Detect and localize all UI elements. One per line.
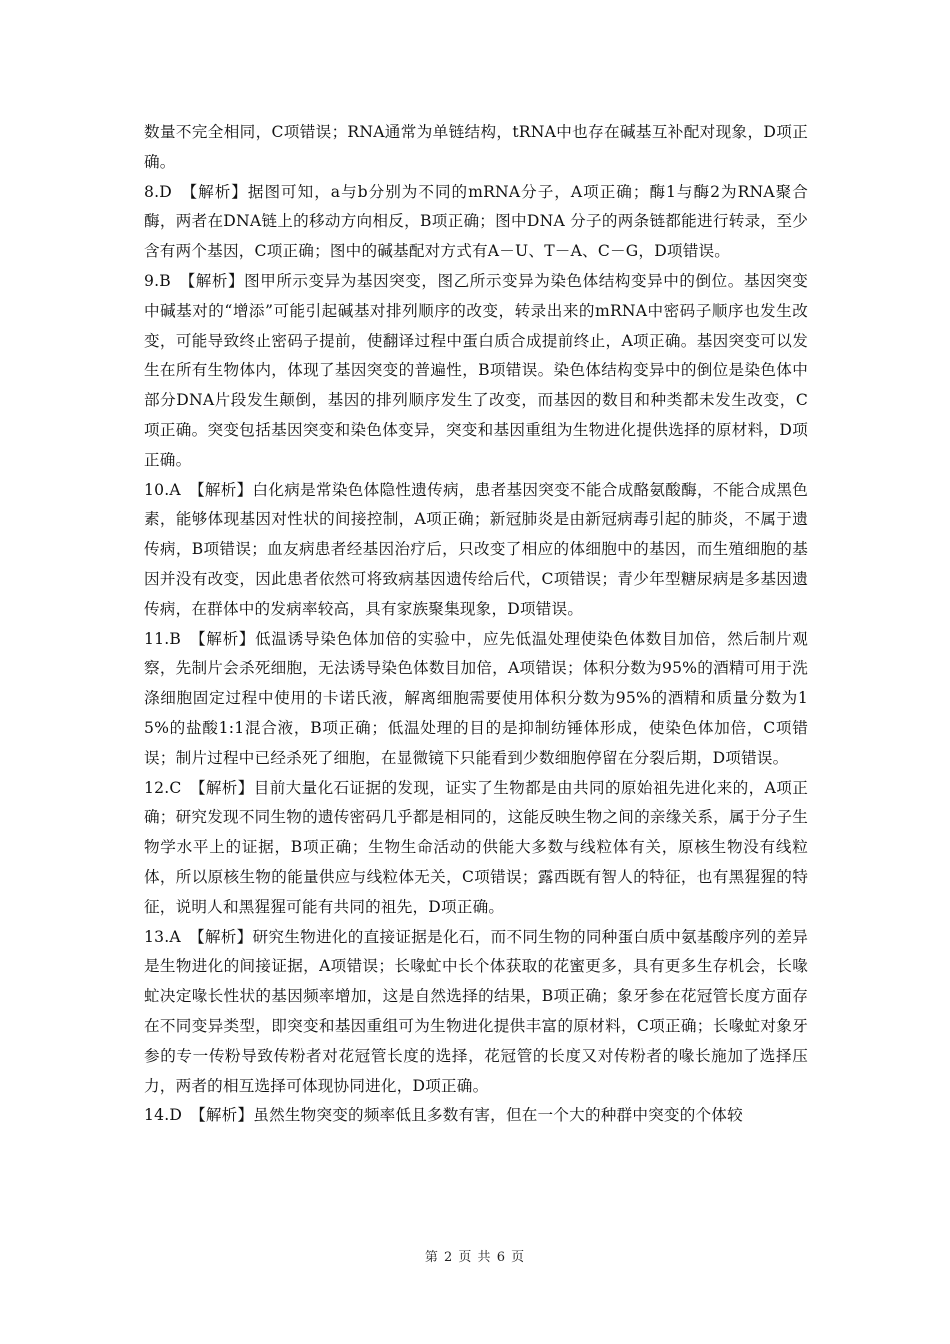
paragraph-q10: 10.A 【解析】白化病是常染色体隐性遗传病，患者基因突变不能合成酪氨酸酶，不能合成黑色素，能够体现基因对性状的间接控制，A项正确；新冠肺炎是由新冠病毒引起的肺炎，不属于遗传病，B项错误；血友病患者经基因治疗后，只改变了相应的体细胞中的基因，而生殖细胞的基因并没有改变，因此患者依然可将致病基因遗传给后代，C项错误；青少年型糖尿病是多基因遗传病，在群体中的发病率较高，具有家族聚集现象，D项错误。 — [144, 480, 808, 618]
paragraph-q9: 9.B 【解析】图甲所示变异为基因突变，图乙所示变异为染色体结构变异中的倒位。基因突变中碱基对的“增添”可能引起碱基对排列顺序的改变，转录出来的mRNA中密码子顺序也发生改变，可能导致终止密码子提前，使翻译过程中蛋白质合成提前终止，A项正确。基因突变可以发生在所有生物体内，体现了基因突变的普遍性，B项错误。染色体结构变异中的倒位是染色体中部分DNA片段发生颠倒，基因的排列顺序发生了改变，而基因的数目和种类都未发生改变，C项正确。突变包括基因突变和染色体变异，突变和基因重组为生物进化提供选择的原材料，D项正确。 — [144, 271, 808, 469]
paragraph-continuation-q7: 数量不完全相同，C项错误；RNA通常为单链结构，tRNA中也存在碱基互补配对现象，D项正确。 — [144, 123, 808, 171]
paragraph-q12: 12.C 【解析】目前大量化石证据的发现，证实了生物都是由共同的原始祖先进化来的，A项正确；研究发现不同生物的遗传密码几乎都是相同的，这能反映生物之间的亲缘关系，属于分子生物学水平上的证据，B项正确；生物生命活动的供能大多数与线粒体有关，原核生物没有线粒体，所以原核生物的能量供应与线粒体无关，C项错误；露西既有智人的特征，也有黑猩猩的特征，说明人和黑猩猩可能有共同的祖先，D项正确。 — [144, 778, 808, 916]
paragraph-q8: 8.D 【解析】据图可知，a与b分别为不同的mRNA分子，A项正确；酶1与酶2为RNA聚合酶，两者在DNA链上的移动方向相反，B项正确；图中DNA 分子的两条链都能进行转录，至少含有两个基因，C项正确；图中的碱基配对方式有A－U、T－A、C－G，D项错误。 — [144, 182, 808, 261]
document-body — [144, 118, 808, 1131]
paragraph-q11: 11.B 【解析】低温诱导染色体加倍的实验中，应先低温处理使染色体数目加倍，然后制片观察，先制片会杀死细胞，无法诱导染色体数目加倍，A项错误；体积分数为95%的酒精可用于洗涤细胞固定过程中使用的卡诺氏液，解离细胞需要使用体积分数为95%的酒精和质量分数为15%的盐酸1:1混合液，B项正确；低温处理的目的是抑制纺锤体形成，使染色体加倍，C项错误；制片过程中已经杀死了细胞，在显微镜下只能看到少数细胞停留在分裂后期，D项错误。 — [144, 629, 808, 767]
paragraph-q14: 14.D 【解析】虽然生物突变的频率低且多数有害，但在一个大的种群中突变的个体较 — [144, 1106, 743, 1125]
page-number-footer: 第 2 页 共 6 页 — [424, 1250, 526, 1265]
paragraph-q13: 13.A 【解析】研究生物进化的直接证据是化石，而不同生物的同种蛋白质中氨基酸序列的差异是生物进化的间接证据，A项错误；长喙虻中长个体获取的花蜜更多，具有更多生存机会，长喙虻决定喙长性状的基因频率增加，这是自然选择的结果，B项正确；象牙参在花冠管长度方面存在不同变异类型，即突变和基因重组可为生物进化提供丰富的原材料，C项正确；长喙虻对象牙参的专一传粉导致传粉者对花冠管长度的选择，花冠管的长度又对传粉者的喙长施加了选择压力，两者的相互选择可体现协同进化，D项正确。 — [144, 927, 808, 1095]
